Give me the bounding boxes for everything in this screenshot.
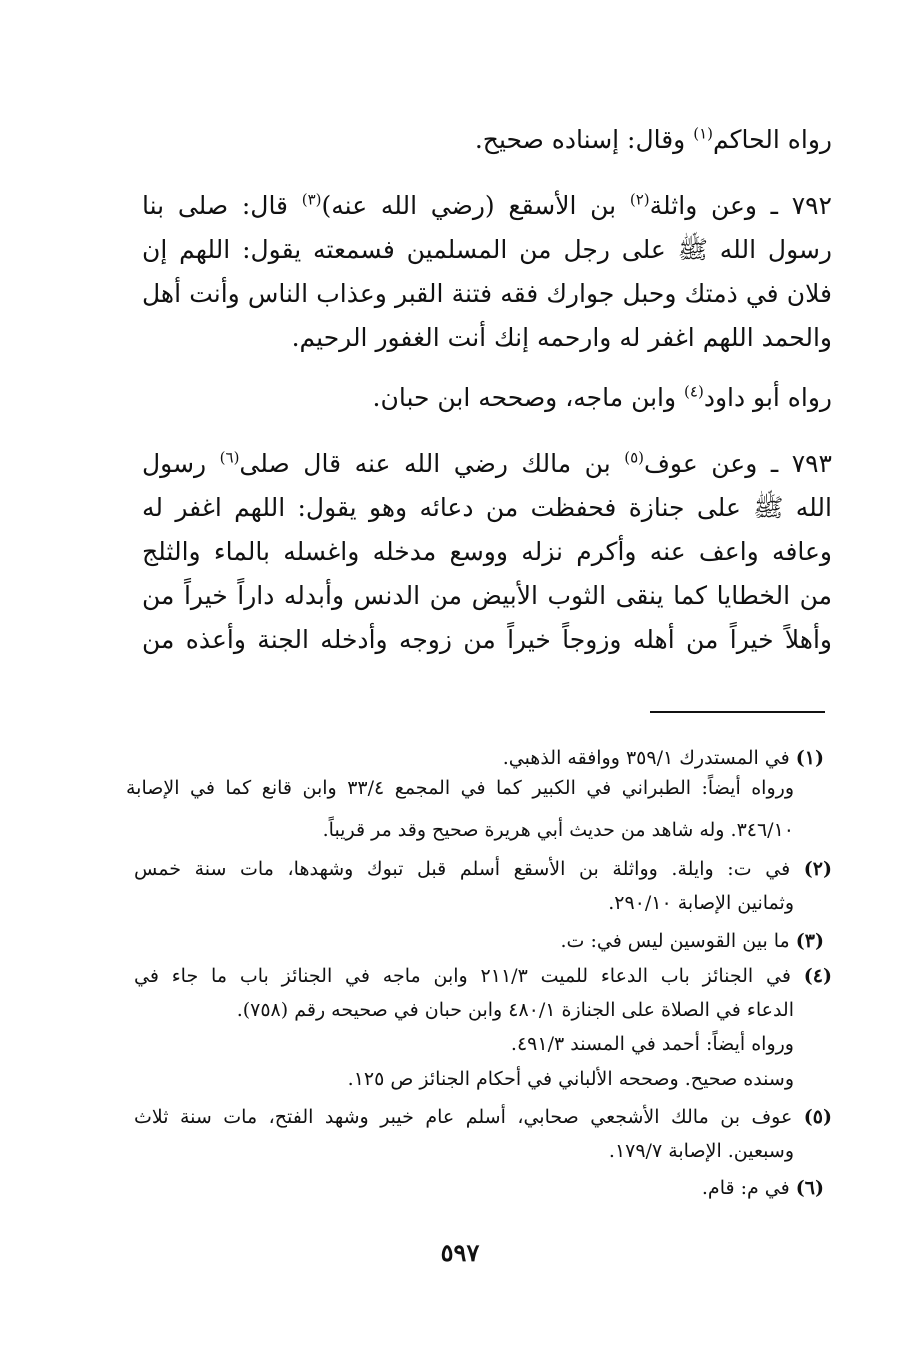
footnote-2-line-2: وثمانين الإصابة ٢٩٠/١٠. bbox=[608, 892, 794, 914]
footnote-5 bbox=[134, 1103, 832, 1131]
footnote-2 bbox=[134, 855, 832, 883]
hadith-792-source bbox=[142, 376, 832, 420]
footnote-text: في ت: وايلة. وواثلة بن الأسقع أسلم قبل تبوك وشهدها، مات سنة خمس bbox=[134, 858, 804, 880]
footnote-4 bbox=[134, 962, 832, 990]
hadith-number: ٧٩٢ ـ وعن واثلة bbox=[649, 191, 832, 220]
hadith-791-source bbox=[142, 118, 832, 162]
hadith-792-line-3: فلان في ذمتك وحبل جوارك فقه فتنة القبر وعذاب الناس وأنت أهل bbox=[142, 279, 832, 308]
footnote-1 bbox=[134, 744, 824, 772]
footnote-number: (٥) bbox=[803, 1106, 832, 1128]
footnote-number: (١) bbox=[795, 747, 824, 769]
footnote-1-line-2: ورواه أيضاً: الطبراني في الكبير كما في المجمع ٣٣/٤ وابن قانع كما في الإصابة bbox=[126, 777, 794, 799]
footnote-4-line-3: ورواه أيضاً: أحمد في المسند ٤٩١/٣. bbox=[510, 1033, 794, 1055]
hadith-792-line-2: رسول الله ﷺ على رجل من المسلمين فسمعته يقول: اللهم إن bbox=[142, 235, 832, 264]
hadith-793-line-2: الله ﷺ على جنازة فحفظت من دعائه وهو يقول: اللهم اغفر له bbox=[142, 493, 832, 522]
footnote-ref-2: (٢) bbox=[629, 190, 650, 209]
footnote-4-line-4: وسنده صحيح. وصححه الألباني في أحكام الجنائز ص ١٢٥. bbox=[347, 1068, 794, 1090]
source-text: رواه الحاكم bbox=[713, 125, 832, 154]
source-text: وقال: إسناده صحيح. bbox=[474, 125, 694, 154]
hadith-number: ٧٩٣ ـ وعن عوف bbox=[643, 449, 832, 478]
footnote-5-line-2: وسبعين. الإصابة ١٧٩/٧. bbox=[608, 1140, 794, 1162]
footnote-1-line-3: ٣٤٦/١٠. وله شاهد من حديث أبي هريرة صحيح وقد مر قريباً. bbox=[322, 819, 794, 841]
footnote-number: (٦) bbox=[795, 1177, 824, 1199]
footnote-text: في م: قام. bbox=[701, 1177, 796, 1199]
footnote-4-line-2: الدعاء في الصلاة على الجنازة ٤٨٠/١ وابن حبان في صحيحه رقم (٧٥٨). bbox=[236, 999, 794, 1021]
footnote-ref-4: (٤) bbox=[684, 382, 704, 401]
source-text: وابن ماجه، وصححه ابن حبان. bbox=[372, 383, 685, 412]
hadith-792-line-4: والحمد اللهم اغفر له وارحمه إنك أنت الغفور الرحيم. bbox=[291, 323, 832, 352]
footnote-text: عوف بن مالك الأشجعي صحابي، أسلم عام خيبر وشهد الفتح، مات سنة ثلاث bbox=[134, 1106, 804, 1128]
footnote-6 bbox=[134, 1174, 824, 1202]
hadith-793-line-4: من الخطايا كما ينقى الثوب الأبيض من الدنس وأبدله داراً خيراً من bbox=[142, 581, 832, 610]
page-number: ٥٩٧ bbox=[440, 1238, 480, 1267]
footnote-text: ما بين القوسين ليس في: ت. bbox=[560, 930, 796, 952]
hadith-793-line-5: وأهلاً خيراً من أهله وزوجاً خيراً من زوجه وأدخله الجنة وأعذه من bbox=[142, 625, 832, 654]
footnote-3 bbox=[134, 927, 824, 955]
hadith-793-line-1 bbox=[142, 442, 832, 486]
hadith-text: بن مالك رضي الله عنه قال صلى bbox=[239, 449, 625, 478]
footnote-number: (٤) bbox=[803, 965, 832, 987]
source-text: رواه أبو داود bbox=[703, 383, 832, 412]
footnote-separator bbox=[650, 711, 825, 713]
hadith-text: رسول bbox=[142, 449, 220, 478]
footnote-ref-6: (٦) bbox=[219, 448, 240, 467]
hadith-text: بن الأسقع (رضي الله عنه) bbox=[321, 191, 630, 220]
hadith-text: قال: صلى بنا bbox=[142, 191, 302, 220]
footnote-text: في الجنائز باب الدعاء للميت ٢١١/٣ وابن ماجه في الجنائز باب ما جاء في bbox=[134, 965, 804, 987]
footnote-ref-3: (٣) bbox=[301, 190, 322, 209]
footnote-number: (٢) bbox=[803, 858, 832, 880]
footnote-ref-5: (٥) bbox=[624, 448, 644, 467]
hadith-792-line-1 bbox=[142, 184, 832, 228]
footnote-ref-1: (١) bbox=[693, 124, 713, 143]
footnote-text: في المستدرك ٣٥٩/١ ووافقه الذهبي. bbox=[502, 747, 796, 769]
footnote-number: (٣) bbox=[795, 930, 824, 952]
hadith-793-line-3: وعافه واعف عنه وأكرم نزله ووسع مدخله واغسله بالماء والثلج bbox=[142, 537, 832, 566]
